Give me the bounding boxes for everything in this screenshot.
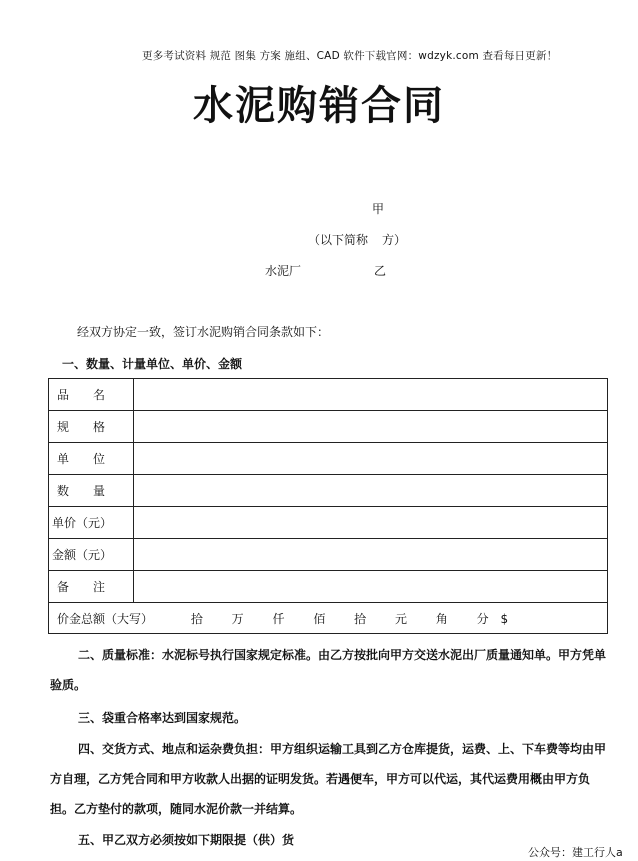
unit-jiao: 角 bbox=[435, 611, 448, 626]
unit-fen: 分 bbox=[476, 611, 489, 626]
clause-3-bag-weight: 三、袋重合格率达到国家规范。 bbox=[78, 711, 247, 725]
table-row bbox=[49, 411, 608, 443]
section1-title: 一、数量、计量单位、单价、金额 bbox=[62, 357, 243, 371]
row-label-spec: 规 格 bbox=[49, 411, 134, 443]
party-a-label: 甲 bbox=[372, 202, 385, 216]
row-value-spec[interactable] bbox=[134, 411, 608, 443]
table-row-total bbox=[49, 603, 608, 634]
total-label: 价金总额（大写） bbox=[57, 611, 154, 626]
clause-5-deadline: 五、甲乙双方必须按如下期限提（供）货 bbox=[78, 833, 295, 847]
row-value-quantity[interactable] bbox=[134, 475, 608, 507]
table-row bbox=[49, 475, 608, 507]
party-b-label: 乙 bbox=[374, 264, 387, 278]
row-label-product-name: 品 名 bbox=[49, 379, 134, 411]
table-row bbox=[49, 507, 608, 539]
unit-bai: 佰 bbox=[313, 611, 326, 626]
unit-shi-1: 拾 bbox=[190, 611, 203, 626]
factory-label: 水泥厂 bbox=[265, 264, 302, 278]
abbreviation-note bbox=[308, 231, 406, 248]
total-amount-cell[interactable] bbox=[49, 603, 608, 634]
row-value-unit-price[interactable] bbox=[134, 507, 608, 539]
header-notice: 更多考试资料 规范 图集 方案 施组、CAD 软件下载官网：wdzyk.com 查看每日更新！ bbox=[142, 50, 558, 62]
abbr-open-text: （以下简称 bbox=[308, 233, 369, 247]
table-row bbox=[49, 539, 608, 571]
row-value-amount[interactable] bbox=[134, 539, 608, 571]
row-value-product-name[interactable] bbox=[134, 379, 608, 411]
abbr-close-text: 方） bbox=[382, 233, 407, 247]
table-row bbox=[49, 379, 608, 411]
intro-text: 经双方协定一致，签订水泥购销合同条款如下： bbox=[77, 325, 330, 339]
row-value-remarks[interactable] bbox=[134, 571, 608, 603]
goods-table bbox=[48, 378, 608, 634]
unit-yuan: 元 bbox=[394, 611, 407, 626]
row-label-remarks: 备 注 bbox=[49, 571, 134, 603]
row-label-unit: 单 位 bbox=[49, 443, 134, 475]
row-value-unit[interactable] bbox=[134, 443, 608, 475]
row-label-amount: 金额（元） bbox=[49, 539, 134, 571]
clause-4-delivery: 四、交货方式、地点和运杂费负担：甲方组织运输工具到乙方仓库提货，运费、上、下车费等均由甲方自理，乙方凭合同和甲方收款人出据的证明发货。若遇便车，甲方可以代运，其代运费用概由甲方负担。乙方垫付的款项，随同水泥价款一并结算。 bbox=[50, 742, 607, 816]
clause-2-quality: 二、质量标准：水泥标号执行国家规定标准。由乙方按批向甲方交送水泥出厂质量通知单。甲方凭单验质。 bbox=[50, 648, 607, 692]
table-row bbox=[49, 571, 608, 603]
currency-symbol: $ bbox=[500, 611, 509, 626]
unit-shi-2: 拾 bbox=[354, 611, 367, 626]
row-label-unit-price: 单价（元） bbox=[49, 507, 134, 539]
table-row bbox=[49, 443, 608, 475]
footer-watermark: 公众号：建工行人a bbox=[528, 846, 623, 859]
unit-wan: 万 bbox=[231, 611, 244, 626]
contract-title: 水泥购销合同 bbox=[193, 82, 445, 129]
row-label-quantity: 数 量 bbox=[49, 475, 134, 507]
unit-qian: 仟 bbox=[272, 611, 285, 626]
